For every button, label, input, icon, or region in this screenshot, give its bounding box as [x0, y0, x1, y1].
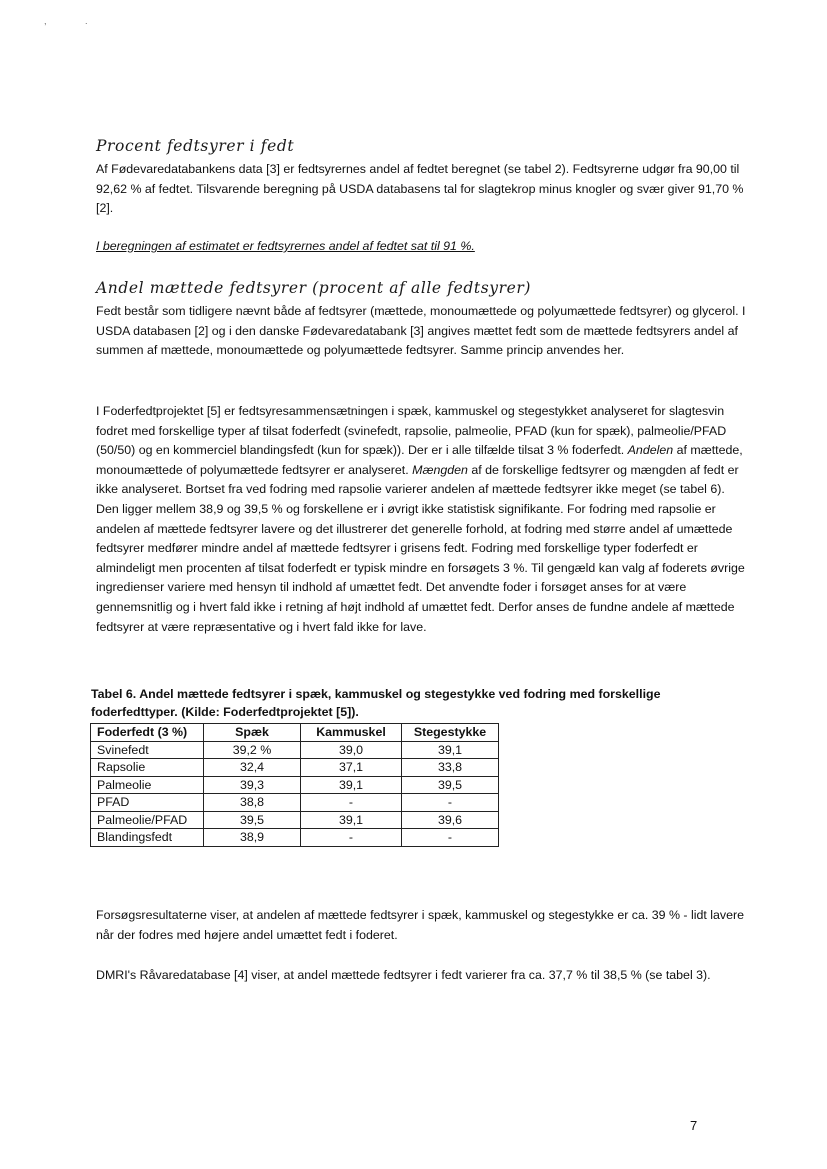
- cell-stegestykke: 39,5: [402, 776, 499, 794]
- paragraph-raavaredatabase: DMRI's Råvaredatabase [4] viser, at andel mættede fedtsyrer i fedt varierer fra ca. 37,7 % til 38,5 % (se tabel 3).: [96, 968, 711, 982]
- paragraph-fedt-definition: Fedt består som tidligere nævnt både af fedtsyrer (mættede, monoumættede og polyumættede fedtsyrer) og glycerol. I USDA databasen [2] og i den danske Fødevaredatabank [3] angives mættet fedt som de mættede fedtsyrers andel af summen af mættede, monoumættede og polyumættede fedtsyrer. Samme princip anvendes her.: [96, 304, 746, 358]
- paragraph-part-3: af de forskellige fedtsyrer og mængden af fedt er ikke analyseret. Bortset fra ved fodring med rapsolie varierer andelen af mættede fedtsyrer ikke meget (se tabel 6). Den ligger mellem 38,9 og 39,5 % og forskellene er i øvrigt ikke statistisk signifikante. For fodring med rapsolie er andelen af mættede fedtsyrer lavere og det illustrerer det generelle forhold, at fodring med større andel af umættede fedtsyrer medfører mindre andel af mættede fedtsyrer i grisens fedt. Fodring med forskellige typer foderfedt er almindeligt men procenten af tilsat foderfedt er typisk mindre en forsøgets 3 %. Til gengæld kan valg af foderets øvrige ingredienser variere med hensyn til indhold af umættet fedt. Det anvendte foder i forsøget anses for at være gennemsnitlig og i hvert fald ikke i retning af højt indhold af umættet fedt. Derfor anses de fundne andele af mættede fedtsyrer at være repræsentative og i hvert fald ikke for lave.: [96, 462, 745, 634]
- cell-kammuskel: -: [301, 829, 402, 847]
- table-row: [91, 776, 499, 794]
- cell-spaek: 39,5: [204, 811, 301, 829]
- cell-foderfedt: Palmeolie/PFAD: [91, 811, 204, 829]
- cell-foderfedt: PFAD: [91, 794, 204, 812]
- header-spaek: Spæk: [204, 724, 301, 742]
- table-row: [91, 829, 499, 847]
- header-foderfedt: Foderfedt (3 %): [91, 724, 204, 742]
- cell-foderfedt: Svinefedt: [91, 741, 204, 759]
- paragraph-part-2: af mættede, monoumættede of polyumættede fedtsyrer er analyseret.: [96, 443, 743, 477]
- paragraph-foderfedtprojektet: [96, 402, 746, 637]
- cell-stegestykke: 39,6: [402, 811, 499, 829]
- cell-spaek: 39,3: [204, 776, 301, 794]
- heading-andel-maettede: Andel mættede fedtsyrer (procent af alle fedtsyrer): [96, 279, 532, 297]
- cell-kammuskel: -: [301, 794, 402, 812]
- table-row: [91, 759, 499, 777]
- cell-foderfedt: Palmeolie: [91, 776, 204, 794]
- cell-spaek: 38,9: [204, 829, 301, 847]
- cell-stegestykke: -: [402, 829, 499, 847]
- paragraph-part-1: I Foderfedtprojektet [5] er fedtsyresammensætningen i spæk, kammuskel og stegestykket analyseret for slagtesvin fodret med forskellige typer af tilsat foderfedt (svinefedt, rapsolie, palmeolie, PFAD (kun for spæk), palmeolie/PFAD (50/50) og en kommerciel blandingsfedt (kun for spæk)). Der er i alle tilfælde tilsat 3 % foderfedt.: [96, 404, 727, 458]
- table-row: [91, 811, 499, 829]
- emphasis-maengden: Mængden: [412, 462, 468, 477]
- cell-kammuskel: 37,1: [301, 759, 402, 777]
- page-number: 7: [690, 1118, 698, 1133]
- emphasis-andelen: Andelen: [627, 443, 674, 458]
- cell-stegestykke: 39,1: [402, 741, 499, 759]
- cell-kammuskel: 39,0: [301, 741, 402, 759]
- scan-marks: , .: [44, 16, 106, 26]
- header-kammuskel: Kammuskel: [301, 724, 402, 742]
- conclusion-estimate: I beregningen af estimatet er fedtsyrernes andel af fedtet sat til 91 %.: [96, 239, 475, 253]
- cell-spaek: 32,4: [204, 759, 301, 777]
- cell-stegestykke: -: [402, 794, 499, 812]
- cell-spaek: 38,8: [204, 794, 301, 812]
- cell-kammuskel: 39,1: [301, 776, 402, 794]
- cell-stegestykke: 33,8: [402, 759, 499, 777]
- table-row: [91, 741, 499, 759]
- table-caption: Tabel 6. Andel mættede fedtsyrer i spæk, kammuskel og stegestykke ved fodring med forskellige foderfedttyper. (Kilde: Foderfedtprojektet [5]).: [91, 687, 661, 719]
- table-row: [91, 794, 499, 812]
- cell-foderfedt: Blandingsfedt: [91, 829, 204, 847]
- cell-kammuskel: 39,1: [301, 811, 402, 829]
- header-stegestykke: Stegestykke: [402, 724, 499, 742]
- paragraph-fedtsyrer-andel: Af Fødevaredatabankens data [3] er fedtsyrernes andel af fedtet beregnet (se tabel 2). Fedtsyrerne udgør fra 90,00 til 92,62 % af fedtet. Tilsvarende beregning på USDA databasens tal for slagtekrop minus knogler og svær giver 91,70 % [2].: [96, 162, 744, 216]
- paragraph-forsoegsresultater: Forsøgsresultaterne viser, at andelen af mættede fedtsyrer i spæk, kammuskel og stegestykke er ca. 39 % - lidt lavere når der fodres med højere andel umættet fedt i foderet.: [96, 908, 745, 942]
- cell-spaek: 39,2 %: [204, 741, 301, 759]
- cell-foderfedt: Rapsolie: [91, 759, 204, 777]
- heading-procent-fedtsyrer: Procent fedtsyrer i fedt: [96, 137, 295, 155]
- table-maettede-fedtsyrer: [90, 723, 499, 847]
- table-header-row: [91, 724, 499, 742]
